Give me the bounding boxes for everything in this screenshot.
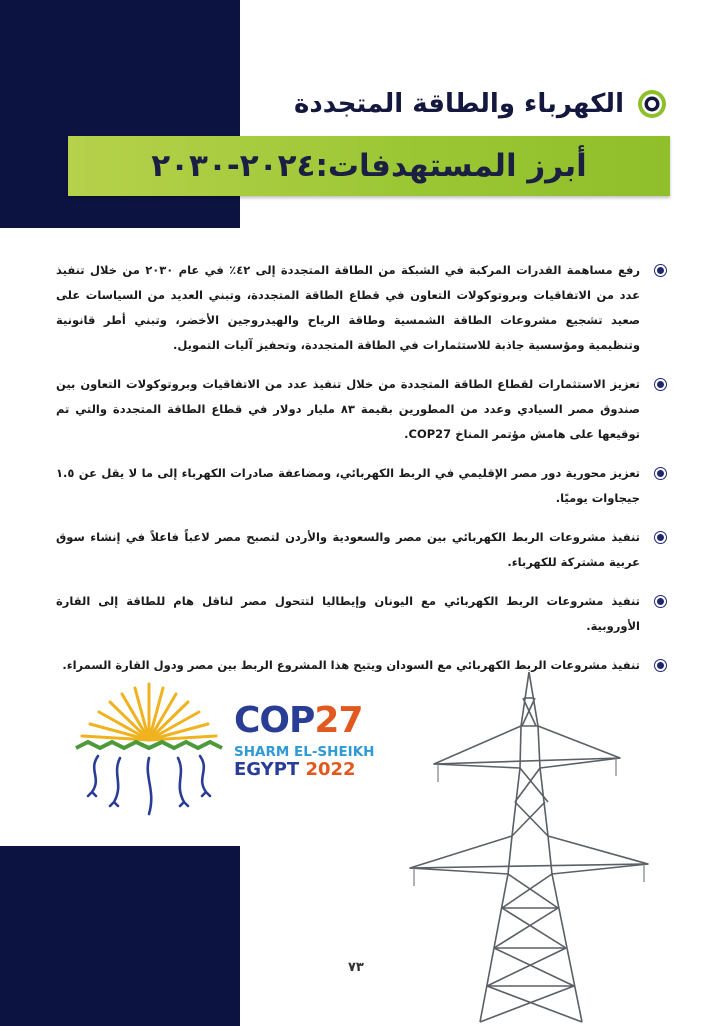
cop-country: EGYPT — [234, 759, 300, 780]
list-item-text: تنفيذ مشروعات الربط الكهربائي مع اليونان وإيطاليا لتتحول مصر لناقل هام للطاقة إلى القارة الأوروبية. — [56, 594, 640, 633]
cop27-logo — [234, 702, 374, 780]
section-title-row — [280, 84, 668, 124]
sun-hands-emblem-icon — [68, 678, 230, 828]
bullet-dot-icon — [655, 379, 666, 390]
page-number: ٧٣ — [348, 960, 364, 975]
list-item — [56, 525, 668, 575]
list-item — [56, 461, 668, 511]
cop-country-year — [234, 760, 374, 780]
section-title: الكهرباء والطاقة المتجددة — [294, 89, 624, 119]
bullet-dot-icon — [655, 468, 666, 479]
cop-location: SHARM EL-SHEIKH — [234, 744, 375, 760]
list-item-text: تعزيز الاستثمارات لقطاع الطاقة المتجددة من خلال تنفيذ عدد من الاتفاقيات وبروتوكولات التعاون بين صندوق مصر السيادي وعدد من المطورين بقيمة ٨٣ مليار دولار في قطاع الطاقة المتجددة والتي تم توقيعها على هامش مؤتمر المناخ COP27. — [56, 377, 640, 441]
targets-banner — [68, 136, 670, 196]
bullet-list — [56, 258, 668, 692]
list-item-text: رفع مساهمة القدرات المركبة في الشبكة من الطاقة المتجددة إلى ٤٢٪ في عام ٢٠٣٠ من خلال تنفيذ عدد من الاتفاقيات وبروتوكولات التعاون في قطاع الطاقة المتجددة، وتبني العديد من السياسات على صعيد تشجيع مشروعات الطاقة الشمسية وطاقة الرياح والهيدروجين الأخضر، وتبني أطر قانونية وتنظيمية ومؤسسية جاذبة للاستثمارات في الطاقة المتجددة، وتحفيز آليات التمويل. — [56, 263, 640, 352]
cop27-wordmark — [234, 702, 374, 740]
list-item — [56, 372, 668, 447]
list-item-text: تعزيز محورية دور مصر الإقليمي في الربط الكهربائي، ومضاعفة صادرات الكهرباء إلى ما لا يقل عن ١.٥ جيجاوات يوميًا. — [56, 466, 640, 505]
ring-bullet-icon — [636, 88, 668, 120]
list-item-text: تنفيذ مشروعات الربط الكهربائي مع السودان ويتيح هذا المشروع الربط بين مصر ودول القارة السمراء. — [62, 658, 640, 672]
cop-year: 2022 — [305, 759, 356, 780]
navy-corner-block-bottom — [0, 846, 240, 1026]
list-item — [56, 589, 668, 639]
banner-title: أبرز المستهدفات:٢٠٢٤-٢٠٣٠ — [151, 148, 587, 184]
list-item — [56, 258, 668, 358]
transmission-tower-image — [386, 668, 668, 1026]
cop-label: COP — [234, 700, 315, 741]
bullet-dot-icon — [655, 532, 666, 543]
list-item-text: تنفيذ مشروعات الربط الكهربائي بين مصر والسعودية والأردن لتصبح مصر لاعباً فاعلاً في إنشاء سوق عربية مشتركة للكهرباء. — [56, 530, 640, 569]
bullet-dot-icon — [655, 265, 666, 276]
cop-number: 27 — [314, 700, 363, 741]
bullet-dot-icon — [655, 596, 666, 607]
